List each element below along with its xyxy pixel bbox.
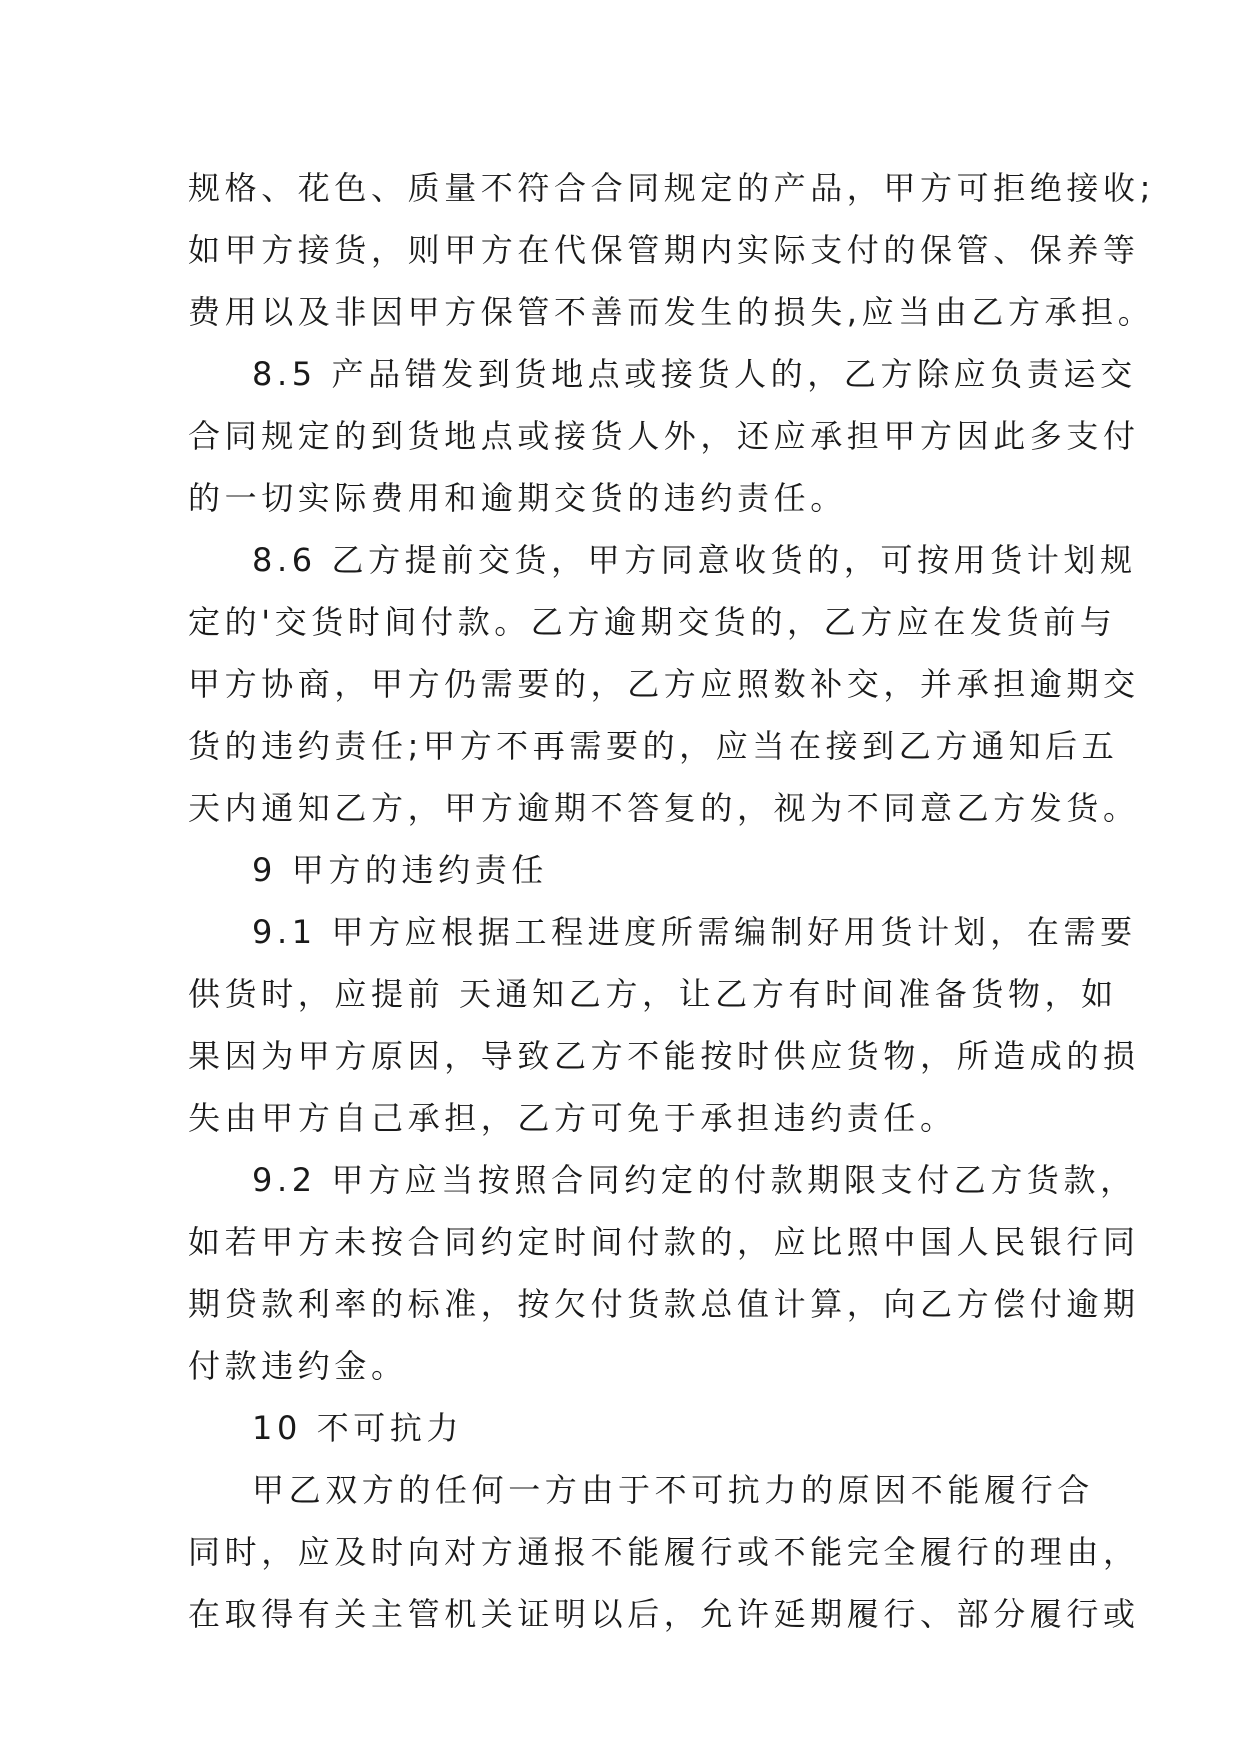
section-heading: 9 甲方的违约责任 [252,851,548,889]
text-line: 付款违约金。 [188,1347,408,1385]
text-line: 货的违约责任;甲方不再需要的，应当在接到乙方通知后五 [188,727,1119,765]
text-line: 在取得有关主管机关证明以后，允许延期履行、部分履行或 [188,1595,1140,1633]
contract-text [188,157,1155,1645]
text-line: 甲方协商，甲方仍需要的，乙方应照数补交，并承担逾期交 [188,665,1140,703]
text-line: 规格、花色、质量不符合合同规定的产品，甲方可拒绝接收; [188,169,1155,207]
text-line: 同时，应及时向对方通报不能履行或不能完全履行的理由， [188,1533,1140,1571]
text-line: 供货时，应提前 天通知乙方，让乙方有时间准备货物，如 [188,975,1118,1013]
text-line: 8.6 乙方提前交货，甲方同意收货的，可按用货计划规 [252,541,1137,579]
section-heading: 10 不可抗力 [252,1409,464,1447]
text-line: 费用以及非因甲方保管不善而发生的损失,应当由乙方承担。 [188,293,1155,331]
text-line: 如甲方接货，则甲方在代保管期内实际支付的保管、保养等 [188,231,1140,269]
text-line: 8.5 产品错发到货地点或接货人的，乙方除应负责运交 [252,355,1137,393]
text-line: 如若甲方未按合同约定时间付款的，应比照中国人民银行同 [188,1223,1140,1261]
text-line: 期贷款利率的标准，按欠付货款总值计算，向乙方偿付逾期 [188,1285,1140,1323]
text-line: 定的'交货时间付款。乙方逾期交货的，乙方应在发货前与 [188,603,1117,641]
text-line: 失由甲方自己承担，乙方可免于承担违约责任。 [188,1099,957,1137]
text-line: 的一切实际费用和逾期交货的违约责任。 [188,479,847,517]
text-line: 甲乙双方的任何一方由于不可抗力的原因不能履行合 [252,1471,1094,1509]
text-line: 果因为甲方原因，导致乙方不能按时供应货物，所造成的损 [188,1037,1140,1075]
text-line: 9.2 甲方应当按照合同约定的付款期限支付乙方货款， [252,1161,1137,1199]
text-line: 9.1 甲方应根据工程进度所需编制好用货计划，在需要 [252,913,1137,951]
text-line: 合同规定的到货地点或接货人外，还应承担甲方因此多支付 [188,417,1140,455]
text-line: 天内通知乙方，甲方逾期不答复的，视为不同意乙方发货。 [188,789,1140,827]
